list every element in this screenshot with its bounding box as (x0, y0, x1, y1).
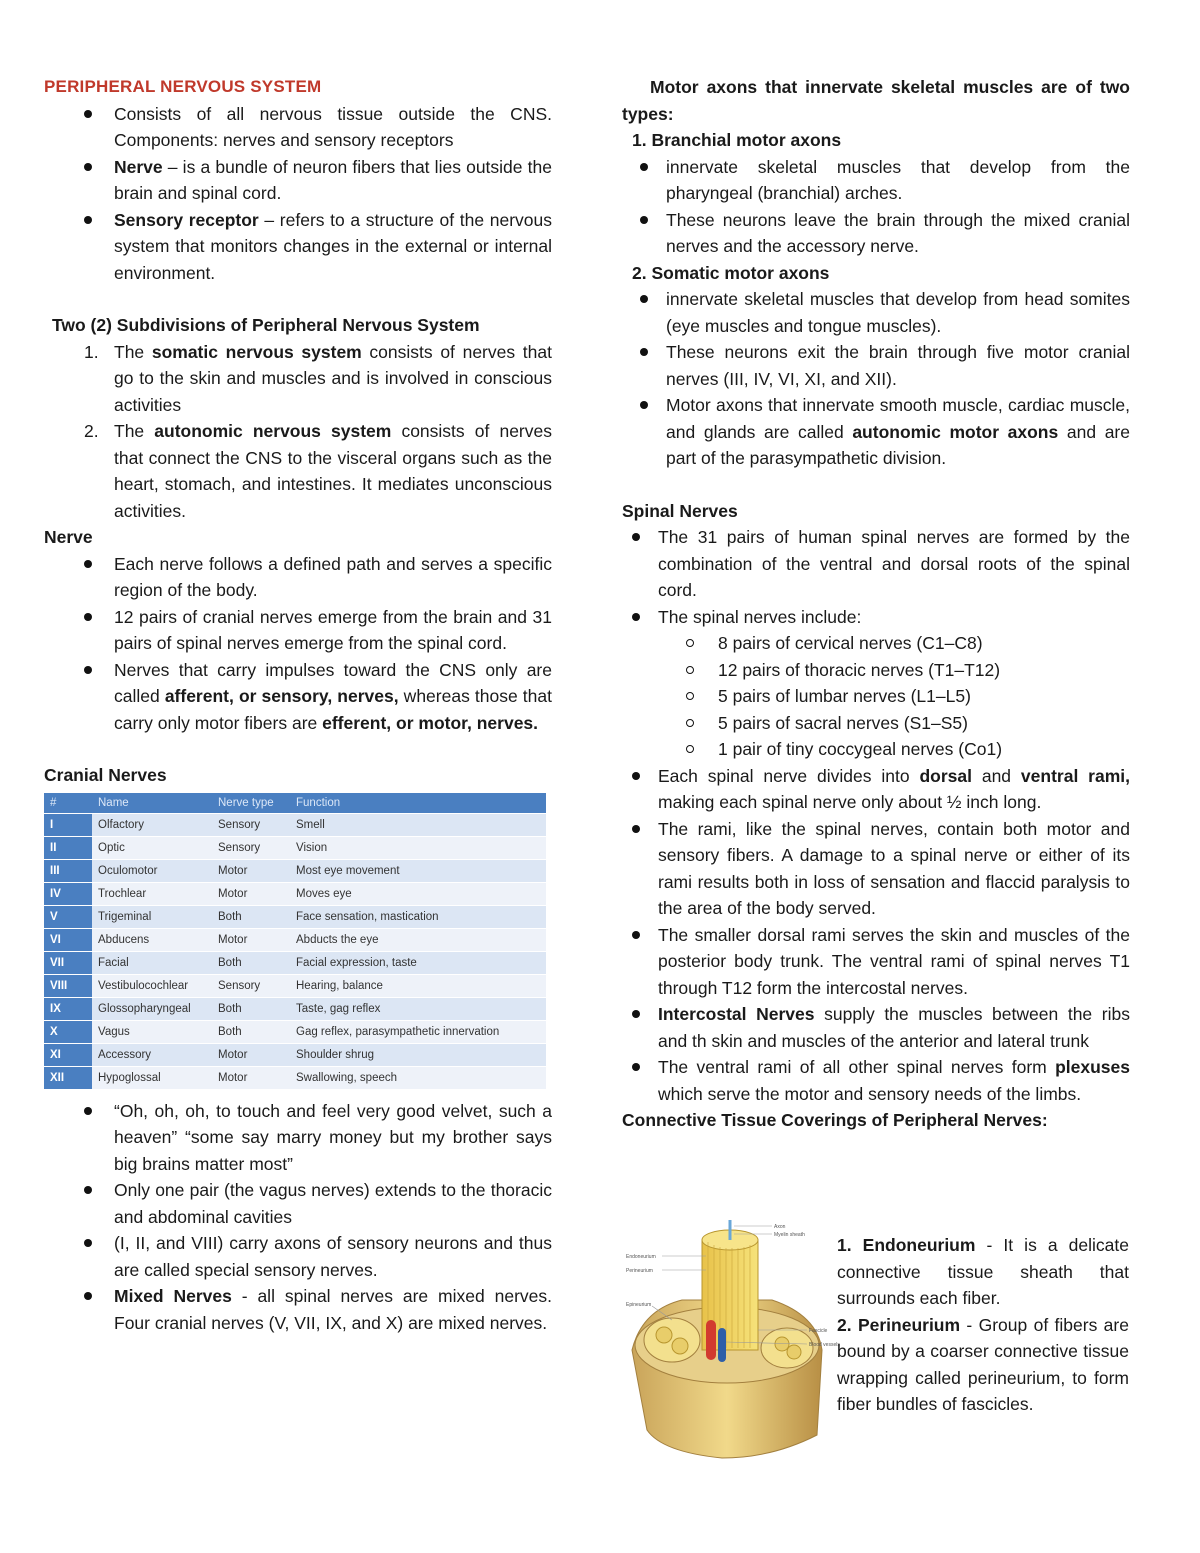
page-title: PERIPHERAL NERVOUS SYSTEM (44, 77, 322, 96)
list-item: Nerves that carry impulses toward the CNS only are called afferent, or sensory, nerves, whereas those that carry only motor fibers are efferent, or motor, nerves. (44, 657, 552, 737)
cell-number: XII (44, 1066, 92, 1089)
cell-name: Oculomotor (92, 859, 212, 882)
cell-function: Facial expression, taste (290, 951, 546, 974)
list-item: Mixed Nerves - all spinal nerves are mixed nerves. Four cranial nerves (V, VII, IX, and X) are mixed nerves. (44, 1283, 552, 1336)
cell-function: Swallowing, speech (290, 1066, 546, 1089)
intro-list (44, 101, 552, 287)
table-row (44, 1020, 546, 1043)
table-row (44, 1066, 546, 1089)
cell-function: Face sensation, mastication (290, 905, 546, 928)
cell-function: Hearing, balance (290, 974, 546, 997)
cell-number: XI (44, 1043, 92, 1066)
list-item: innervate skeletal muscles that develop from the pharyngeal (branchial) arches. (630, 154, 1130, 207)
subdivisions-heading: Two (2) Subdivisions of Peripheral Nervous System (52, 315, 480, 335)
cell-function: Smell (290, 813, 546, 836)
motor-intro: Motor axons that innervate skeletal muscles are of two types: (622, 77, 1130, 124)
right-column (622, 74, 1130, 1134)
sub-item: 5 pairs of lumbar nerves (L1–L5) (622, 683, 1130, 710)
cell-type: Both (212, 951, 290, 974)
term-nerve: Nerve (114, 156, 163, 177)
table-header-row (44, 793, 546, 814)
list-item: Each spinal nerve divides into dorsal and ventral rami, making each spinal nerve only about ½ inch long. (622, 763, 1130, 816)
cell-function: Taste, gag reflex (290, 997, 546, 1020)
cell-number: VII (44, 951, 92, 974)
table-row (44, 859, 546, 882)
cell-type: Both (212, 905, 290, 928)
mnemonic-item: “Oh, oh, oh, to touch and feel very good velvet, such a heaven” “some say marry money but my brother says big brains matter most” (44, 1098, 552, 1178)
cranial-notes-list (44, 1098, 552, 1337)
table-row (44, 974, 546, 997)
label-epineurium: Epineurium (626, 1302, 652, 1308)
cell-name: Optic (92, 836, 212, 859)
cell-type: Motor (212, 928, 290, 951)
somatic-list (630, 286, 1130, 472)
cell-name: Trochlear (92, 882, 212, 905)
list-item: Consists of all nervous tissue outside the CNS. Components: nerves and sensory receptors (44, 101, 552, 154)
cell-type: Motor (212, 859, 290, 882)
list-item: Sensory receptor – refers to a structure of the nervous system that monitors changes in the external or internal environment. (44, 207, 552, 287)
list-item: Only one pair (the vagus nerves) extends to the thoracic and abdominal cavities (44, 1177, 552, 1230)
col-header: Function (290, 793, 546, 814)
cell-number: V (44, 905, 92, 928)
cell-type: Sensory (212, 813, 290, 836)
spinal-sublist (622, 630, 1130, 763)
cell-number: VI (44, 928, 92, 951)
list-item: These neurons leave the brain through the mixed cranial nerves and the accessory nerve. (630, 207, 1130, 260)
list-item: 12 pairs of cranial nerves emerge from the brain and 31 pairs of spinal nerves emerge from the spinal cord. (44, 604, 552, 657)
table-row (44, 951, 546, 974)
def-endoneurium: 1. Endoneurium - It is a delicate connective tissue sheath that surrounds each fiber. (837, 1235, 1129, 1308)
label-fascicle: Fascicle (809, 1328, 828, 1334)
cell-name: Vestibulocochlear (92, 974, 212, 997)
sub-item: 12 pairs of thoracic nerves (T1–T12) (622, 657, 1130, 684)
table-row (44, 905, 546, 928)
sub-item: 8 pairs of cervical nerves (C1–C8) (622, 630, 1130, 657)
cell-function: Abducts the eye (290, 928, 546, 951)
list-item: innervate skeletal muscles that develop from head somites (eye muscles and tongue muscles). (630, 286, 1130, 339)
list-item: The 31 pairs of human spinal nerves are formed by the combination of the ventral and dorsal roots of the spinal cord. (622, 524, 1130, 604)
label-blood-vessels: Blood vessels (809, 1342, 840, 1348)
nerve-heading: Nerve (44, 527, 93, 547)
list-item: Each nerve follows a defined path and serves a specific region of the body. (44, 551, 552, 604)
cell-type: Both (212, 997, 290, 1020)
def-perineurium: 2. Perineurium - Group of fibers are bound by a coarser connective tissue wrapping called perineurium, to form fiber bundles of fascicles. (837, 1314, 1129, 1414)
cell-type: Sensory (212, 836, 290, 859)
cell-name: Facial (92, 951, 212, 974)
cell-name: Vagus (92, 1020, 212, 1043)
label-myelin: Myelin sheath (774, 1232, 805, 1238)
cranial-nerves-table (44, 793, 546, 1090)
table-row (44, 882, 546, 905)
list-item: Intercostal Nerves supply the muscles between the ribs and th skin and muscles of the anterior and lateral trunk (622, 1001, 1130, 1054)
nerve-list (44, 551, 552, 737)
cell-number: IV (44, 882, 92, 905)
label-perineurium: Perineurium (626, 1268, 653, 1274)
list-item: The spinal nerves include: 8 pairs of cervical nerves (C1–C8) 12 pairs of thoracic nerves (T1–T12) 5 pairs of lumbar nerves (L1–L5) 5 pairs of sacral nerves (S1–S5) 1 pair of tiny coccygeal nerves (Co1) (622, 604, 1130, 763)
cell-number: II (44, 836, 92, 859)
cell-function: Most eye movement (290, 859, 546, 882)
left-column (44, 74, 552, 1336)
table-row (44, 836, 546, 859)
cell-type: Both (212, 1020, 290, 1043)
list-item: These neurons exit the brain through five motor cranial nerves (III, IV, VI, XI, and XII). (630, 339, 1130, 392)
cell-number: X (44, 1020, 92, 1043)
list-item: Motor axons that innervate smooth muscle, cardiac muscle, and glands are called autonomic motor axons and are part of the parasympathetic division. (630, 392, 1130, 472)
list-item: The smaller dorsal rami serves the skin and muscles of the posterior body trunk. The ventral rami of spinal nerves T1 through T12 form the intercostal nerves. (622, 922, 1130, 1002)
cell-number: VIII (44, 974, 92, 997)
list-item: 1. The somatic nervous system consists of nerves that go to the skin and muscles and is involved in conscious activities (84, 341, 552, 415)
cell-type: Sensory (212, 974, 290, 997)
cell-number: I (44, 813, 92, 836)
cell-function: Shoulder shrug (290, 1043, 546, 1066)
sub-item: 5 pairs of sacral nerves (S1–S5) (622, 710, 1130, 737)
cell-name: Abducens (92, 928, 212, 951)
col-header: Nerve type (212, 793, 290, 814)
list-item: (I, II, and VIII) carry axons of sensory neurons and thus are called special sensory nerves. (44, 1230, 552, 1283)
branchial-heading: 1. Branchial motor axons (632, 130, 842, 150)
cell-function: Vision (290, 836, 546, 859)
branchial-list (630, 154, 1130, 260)
cell-function: Moves eye (290, 882, 546, 905)
list-item: The rami, like the spinal nerves, contain both motor and sensory fibers. A damage to a spinal nerve or either of its rami results both in loss of sensation and flaccid paralysis to the area of the body served. (622, 816, 1130, 922)
sub-item: 1 pair of tiny coccygeal nerves (Co1) (622, 736, 1130, 763)
cell-name: Accessory (92, 1043, 212, 1066)
subdivisions-list (44, 339, 552, 525)
label-axon: Axon (774, 1224, 786, 1230)
list-item: 2. The autonomic nervous system consists of nerves that connect the CNS to the visceral organs such as the heart, stomach, and intestines. It mediates unconscious activities. (84, 421, 552, 521)
cranial-heading: Cranial Nerves (44, 765, 167, 785)
spinal-heading: Spinal Nerves (622, 500, 738, 521)
table-row (44, 813, 546, 836)
cell-type: Motor (212, 1066, 290, 1089)
somatic-heading: 2. Somatic motor axons (632, 262, 830, 283)
list-item: Nerve – is a bundle of neuron fibers that lies outside the brain and spinal cord. (44, 154, 552, 207)
cell-name: Trigeminal (92, 905, 212, 928)
spinal-list (622, 524, 1130, 1107)
connective-definitions (837, 1232, 1129, 1418)
cell-type: Motor (212, 1043, 290, 1066)
term-sensory-receptor: Sensory receptor (114, 209, 259, 230)
cell-name: Glossopharyngeal (92, 997, 212, 1020)
col-header: Name (92, 793, 212, 814)
cell-type: Motor (212, 882, 290, 905)
nerve-cross-section-figure (622, 1220, 840, 1460)
label-endoneurium: Endoneurium (626, 1254, 656, 1260)
cell-name: Hypoglossal (92, 1066, 212, 1089)
cell-number: III (44, 859, 92, 882)
cell-number: IX (44, 997, 92, 1020)
cell-function: Gag reflex, parasympathetic innervation (290, 1020, 546, 1043)
list-item: The ventral rami of all other spinal nerves form plexuses which serve the motor and sensory needs of the limbs. (622, 1054, 1130, 1107)
table-row (44, 928, 546, 951)
connective-heading: Connective Tissue Coverings of Peripheral Nerves: (622, 1110, 1048, 1130)
table-row (44, 997, 546, 1020)
cell-name: Olfactory (92, 813, 212, 836)
table-row (44, 1043, 546, 1066)
col-header: # (44, 793, 92, 814)
